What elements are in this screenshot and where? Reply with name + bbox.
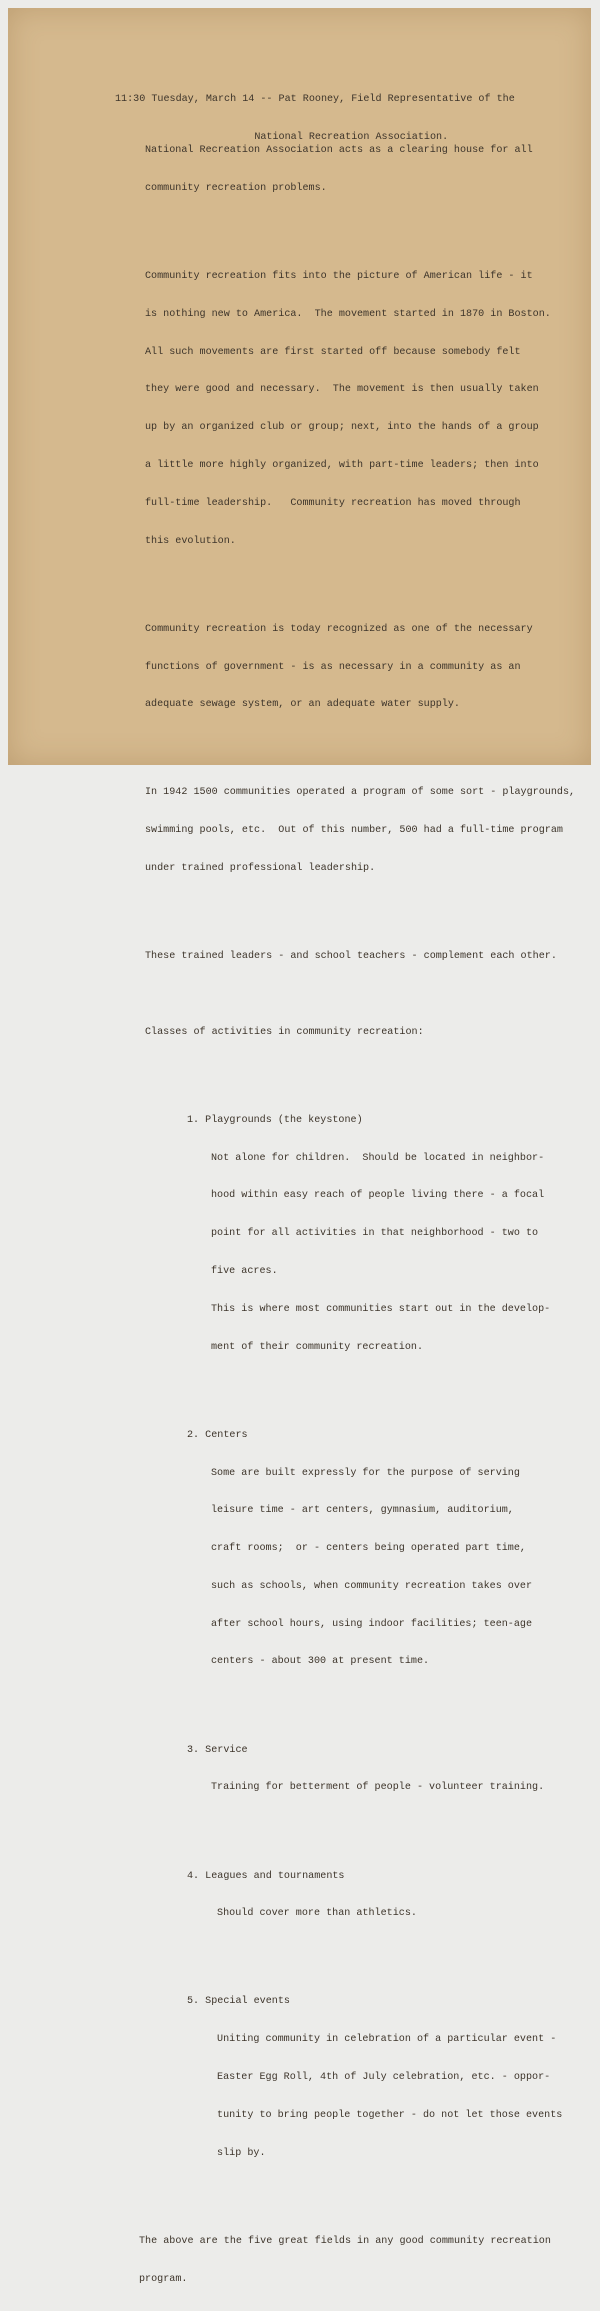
list-item-line: craft rooms; or - centers being operated part time, [211, 1543, 526, 1555]
paragraph-line: under trained professional leadership. [145, 863, 376, 875]
paragraph-line: community recreation problems. [145, 182, 327, 194]
paragraph-line: National Recreation Association acts as a clearing house for all [145, 145, 533, 157]
paragraph-line: Community recreation is today recognized as one of the necessary [145, 623, 533, 635]
paragraph-line: this evolution. [145, 535, 236, 547]
list-item-line: Training for betterment of people - volunteer training. [211, 1782, 545, 1794]
list-item-line: point for all activities in that neighborhood - two to [211, 1228, 539, 1240]
list-item-line: centers - about 300 at present time. [211, 1656, 430, 1668]
paragraph-line: These trained leaders - and school teachers - complement each other. [145, 951, 557, 963]
header-line: 11:30 Tuesday, March 14 -- Pat Rooney, Field Representative of the [115, 94, 515, 106]
closing-line: program. [139, 2273, 188, 2285]
list-item-line: This is where most communities start out in the develop- [211, 1303, 551, 1315]
list-item-line: ment of their community recreation. [211, 1341, 424, 1353]
paragraph-line: they were good and necessary. The movement is then usually taken [145, 384, 539, 396]
closing-line: The above are the five great fields in any good community recreation [139, 2235, 551, 2247]
list-item-title: 3. Service [187, 1744, 248, 1756]
list-item-title: 5. Special events [187, 1996, 290, 2008]
paragraph-line: adequate sewage system, or an adequate water supply. [145, 699, 460, 711]
paragraph-line: is nothing new to America. The movement started in 1870 in Boston. [145, 308, 551, 320]
paragraph-line: Community recreation fits into the picture of American life - it [145, 271, 533, 283]
list-item-line: hood within easy reach of people living there - a focal [211, 1190, 545, 1202]
paragraph-line: functions of government - is as necessary in a community as an [145, 661, 521, 673]
paragraph-line: full-time leadership. Community recreation has moved through [145, 497, 521, 509]
list-item-line: after school hours, using indoor facilities; teen-age [211, 1618, 533, 1630]
list-item-line: Not alone for children. Should be located in neighbor- [211, 1152, 545, 1164]
paragraph-line: All such movements are first started off because somebody felt [145, 346, 521, 358]
paragraph-line: Classes of activities in community recreation: [145, 1026, 424, 1038]
paragraph-line: a little more highly organized, with part-time leaders; then into [145, 460, 539, 472]
list-item-title: 4. Leagues and tournaments [187, 1870, 345, 1882]
list-item-line: slip by. [211, 2147, 266, 2159]
list-item-line: tunity to bring people together - do not let those events [211, 2109, 563, 2121]
header-line: National Recreation Association. [115, 131, 449, 143]
list-item-line: Some are built expressly for the purpose of serving [211, 1467, 520, 1479]
paragraph-line: up by an organized club or group; next, into the hands of a group [145, 422, 539, 434]
paragraph-line: swimming pools, etc. Out of this number, 500 had a full-time program [145, 825, 563, 837]
list-item-line: Should cover more than athletics. [211, 1908, 417, 1920]
document-body [139, 120, 576, 2311]
list-item-title: 2. Centers [187, 1429, 248, 1441]
list-item-line: five acres. [211, 1266, 278, 1278]
list-item-line: such as schools, when community recreation takes over [211, 1580, 533, 1592]
list-item-line: Uniting community in celebration of a particular event - [211, 2034, 557, 2046]
list-item-line: Easter Egg Roll, 4th of July celebration, etc. - oppor- [211, 2072, 551, 2084]
paragraph-line: In 1942 1500 communities operated a program of some sort - playgrounds, [145, 787, 576, 799]
list-item-title: 1. Playgrounds (the keystone) [187, 1114, 363, 1126]
list-item-line: leisure time - art centers, gymnasium, auditorium, [211, 1505, 514, 1517]
document-page [8, 8, 591, 2285]
